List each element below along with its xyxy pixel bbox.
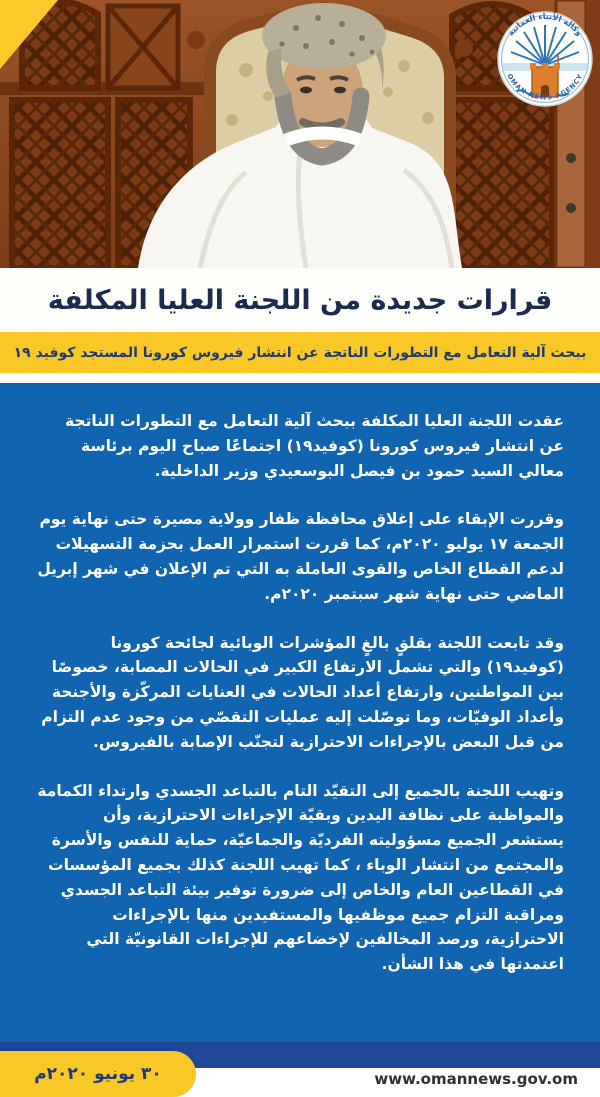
hero-photo-section xyxy=(0,0,600,268)
paragraph-1: عقدت اللجنة العليا المكلفة ببحث آلية التعامل مع التطورات الناتجة عن انتشار فيروس كورونا (كوفيد١٩) اجتماعًا صباح اليوم برئاسة معالي السيد حمود بن فيصل البوسعيدي وزير الداخلية. xyxy=(65,412,564,480)
moustache xyxy=(303,122,341,127)
article-body xyxy=(0,383,600,1042)
divider-gap xyxy=(0,373,600,383)
collar xyxy=(286,133,360,140)
logo-english-arc-text: OMAN NEWS AGENCY xyxy=(505,72,585,102)
subtitle: ببحث آلية التعامل مع التطورات الناتجة عن انتشار فيروس كورونا المستجد كوفيد ١٩ xyxy=(13,344,587,361)
website-url: www.omannews.gov.om xyxy=(374,1070,578,1088)
paragraph-2: وقررت الإبقاء على إغلاق محافظة ظفار وولاية مصيرة حتى نهاية يوم الجمعة ١٧ يوليو ٢٠٢٠م، كما قررت استمرار العمل بحزمة التسهيلات لدعم القطاع الخاص والقوى العاملة به التي تم الإعلان في شهر إبريل الماضي حتى نهاية شهر سبتمبر ٢٠٢٠م. xyxy=(37,510,564,603)
minister-photo xyxy=(0,0,600,268)
paragraph-3: وقد تابعت اللجنة بقلقٍ بالغٍ المؤشرات الوبائية لجائحة كورونا (كوفيد١٩) والتي تشمل الارتفاع الكبير في الحالات المصابة، خصوصًا بين المواطنين، وارتفاع أعداد الحالات في العنايات المركّزة والأجنحة وأعداد الوفيّات، وما توصّلت إليه عمليات التقصّي من وجود عدم التزام من قبل البعض بالإجراءات الاحترازية لتجنّب الإصابة بالفيروس. xyxy=(41,633,564,751)
paragraph-4: وتهيب اللجنة بالجميع إلى التقيّد التام بالتباعد الجسدي وارتداء الكمامة والمواظبة على نظافة اليدين وبقيّة الإجراءات الاحترازية، وأن يستشعر الجميع مسؤوليته الفرديّة والجماعيّة، حماية للنفس والأسرة والمجتمع من انتشار الوباء ، كما تهيب اللجنة كذلك بجميع المؤسسات في القطاعين العام والخاص إلى ضرورة توفير بيئة التباعد الجسدي ومراقبة التزام جميع موظفيها والمستفيدين منها بالإجراءات الاحترازية، ورصد المخالفين لإخضاعهم للإجراءات القانونيّة التي اعتمدتها في هذا الشأن. xyxy=(37,781,564,974)
date-text: ٣٠ يونيو ٢٠٢٠م xyxy=(34,1064,162,1084)
headline-band xyxy=(0,268,600,332)
logo-arabic-arc-text: وكالة الأنباء العمانية xyxy=(506,11,584,38)
headline: قرارات جديدة من اللجنة العليا المكلفة xyxy=(47,284,553,316)
eye-right xyxy=(334,87,346,94)
date-badge xyxy=(0,1051,196,1097)
ona-logo xyxy=(498,12,592,106)
eye-left xyxy=(300,87,312,94)
subtitle-band xyxy=(0,332,600,373)
